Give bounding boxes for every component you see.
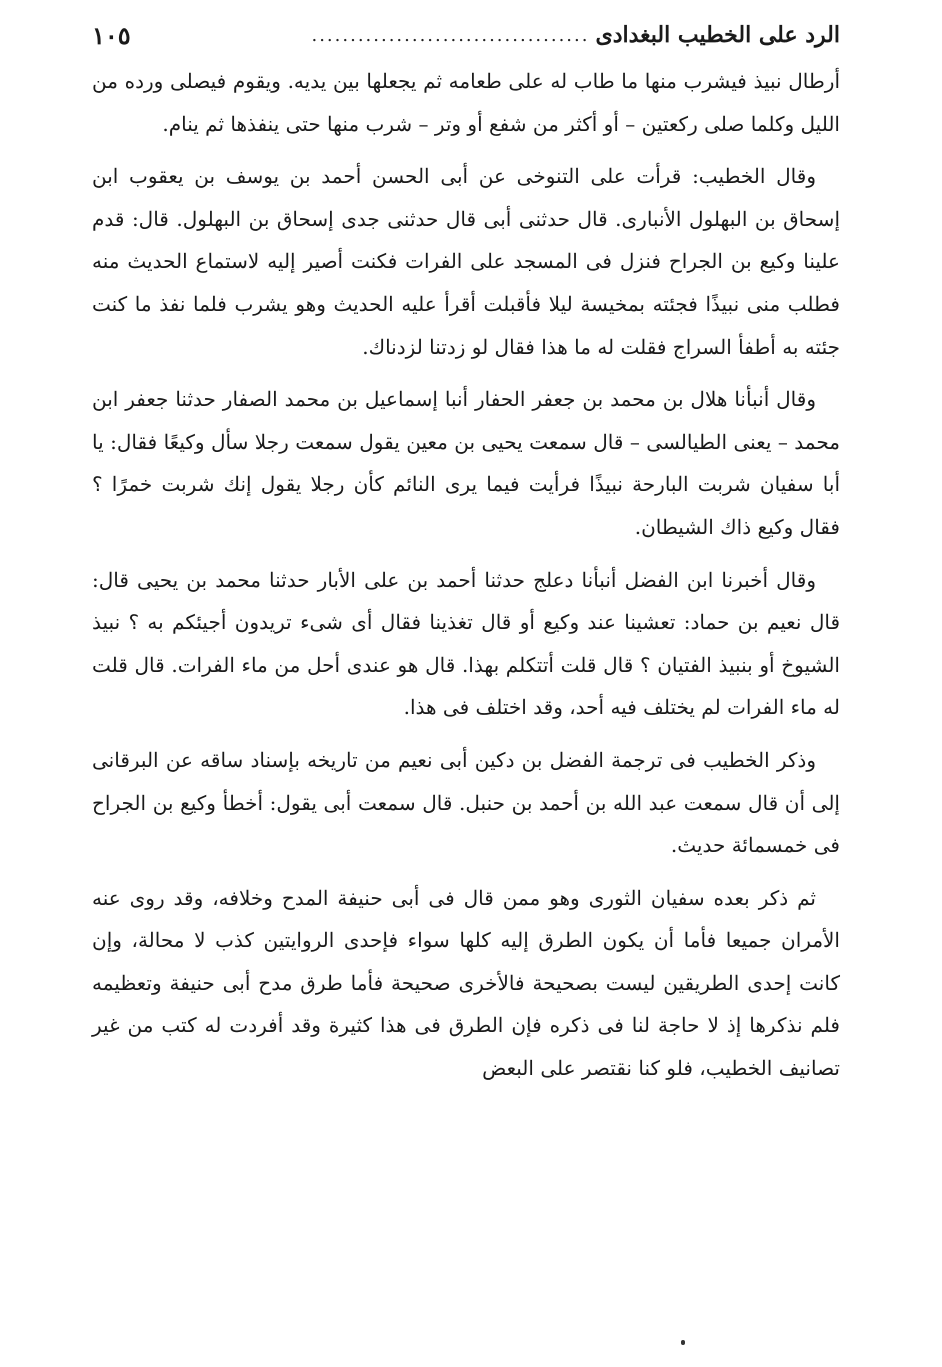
paragraph-6: ثم ذكر بعده سفيان الثورى وهو ممن قال فى أبى حنيفة المدح وخلافه، وقد روى عنه الأمران جميعا فأما أن يكون الطرق إليه كلها سواء فإحدى الروايتين كذب لا محالة، وإن كانت إحدى الطريقين ليست بصحيحة فالأخرى صحيحة فأما طرق مدح أبى حنيفة وتعظيمه فلم نذكرها إذ لا حاجة لنا فى ذكره فإن الطرق فى هذا كثيرة وقد أفردت له كتب من غير تصانيف الخطيب، فلو كنا نقتصر على البعض — [92, 885, 840, 1081]
paragraph-5: وذكر الخطيب فى ترجمة الفضل بن دكين أبى نعيم من تاريخه بإسناد ساقه عن البرقانى إلى أن قال سمعت عبد الله بن أحمد بن حنبل. قال سمعت أبى يقول: أخطأ وكيع بن الجراح فى خمسمائة حديث. — [92, 747, 840, 858]
stray-ink-mark — [681, 1340, 685, 1345]
running-header — [92, 14, 840, 56]
paragraph-1: أرطال نبيذ فيشرب منها ما طاب له على طعامه ثم يجعلها بين يديه. ويقوم فيصلى ورده من الليل وكلما صلى ركعتين – أو أكثر من شفع أو وتر – شرب منها حتى ينفذها ثم ينام. — [92, 69, 840, 136]
body-text — [92, 60, 840, 1090]
paragraph-2: وقال الخطيب: قرأت على التنوخى عن أبى الحسن أحمد بن يوسف بن يعقوب ابن إسحاق بن البهلول الأنبارى. قال حدثنى أبى قال حدثنى جدى إسحاق بن البهلول. قال: قدم علينا وكيع بن الجراح فنزل فى المسجد على الفرات فكنت أصير إليه لاستماع الحديث منه فطلب منى نبيذًا فجئته بمخيسة ليلا فأقبلت أقرأ عليه الحديث وهو يشرب فلما نفذ ما كنت جئته به أطفأ السراج فقلت له ما هذا فقال لو زدتنا لزدناك. — [92, 164, 840, 359]
page-number: ١٠٥ — [92, 20, 131, 50]
running-title: الرد على الخطيب البغدادى — [595, 22, 840, 48]
leader-dots: .................................... — [311, 24, 590, 46]
book-page — [92, 14, 840, 1090]
paragraph-3: وقال أنبأنا هلال بن محمد بن جعفر الحفار أنبا إسماعيل بن محمد الصفار حدثنا جعفر ابن محمد – يعنى الطيالسى – قال سمعت يحيى بن معين يقول سمعت رجلا سأل وكيعًا فقال: يا أبا سفيان شربت البارحة نبيذًا فرأيت فيما يرى النائم كأن رجلا يقول إنك شربت خمرًا ؟ فقال وكيع ذاك الشيطان. — [92, 387, 840, 539]
paragraph-4: وقال أخبرنا ابن الفضل أنبأنا دعلج حدثنا أحمد بن على الأبار حدثنا محمد بن يحيى قال: قال نعيم بن حماد: تعشينا عند وكيع أو قال تغذينا فقال أى شىء تريدون أجيئكم به ؟ نبيذ الشيوخ أو بنبيذ الفتيان ؟ قال قلت أتتكلم بهذا. قال هو عندى أحل من ماء الفرات. قال قلت له ماء الفرات لم يختلف فيه أحد، وقد اختلف فى هذا. — [92, 567, 840, 720]
